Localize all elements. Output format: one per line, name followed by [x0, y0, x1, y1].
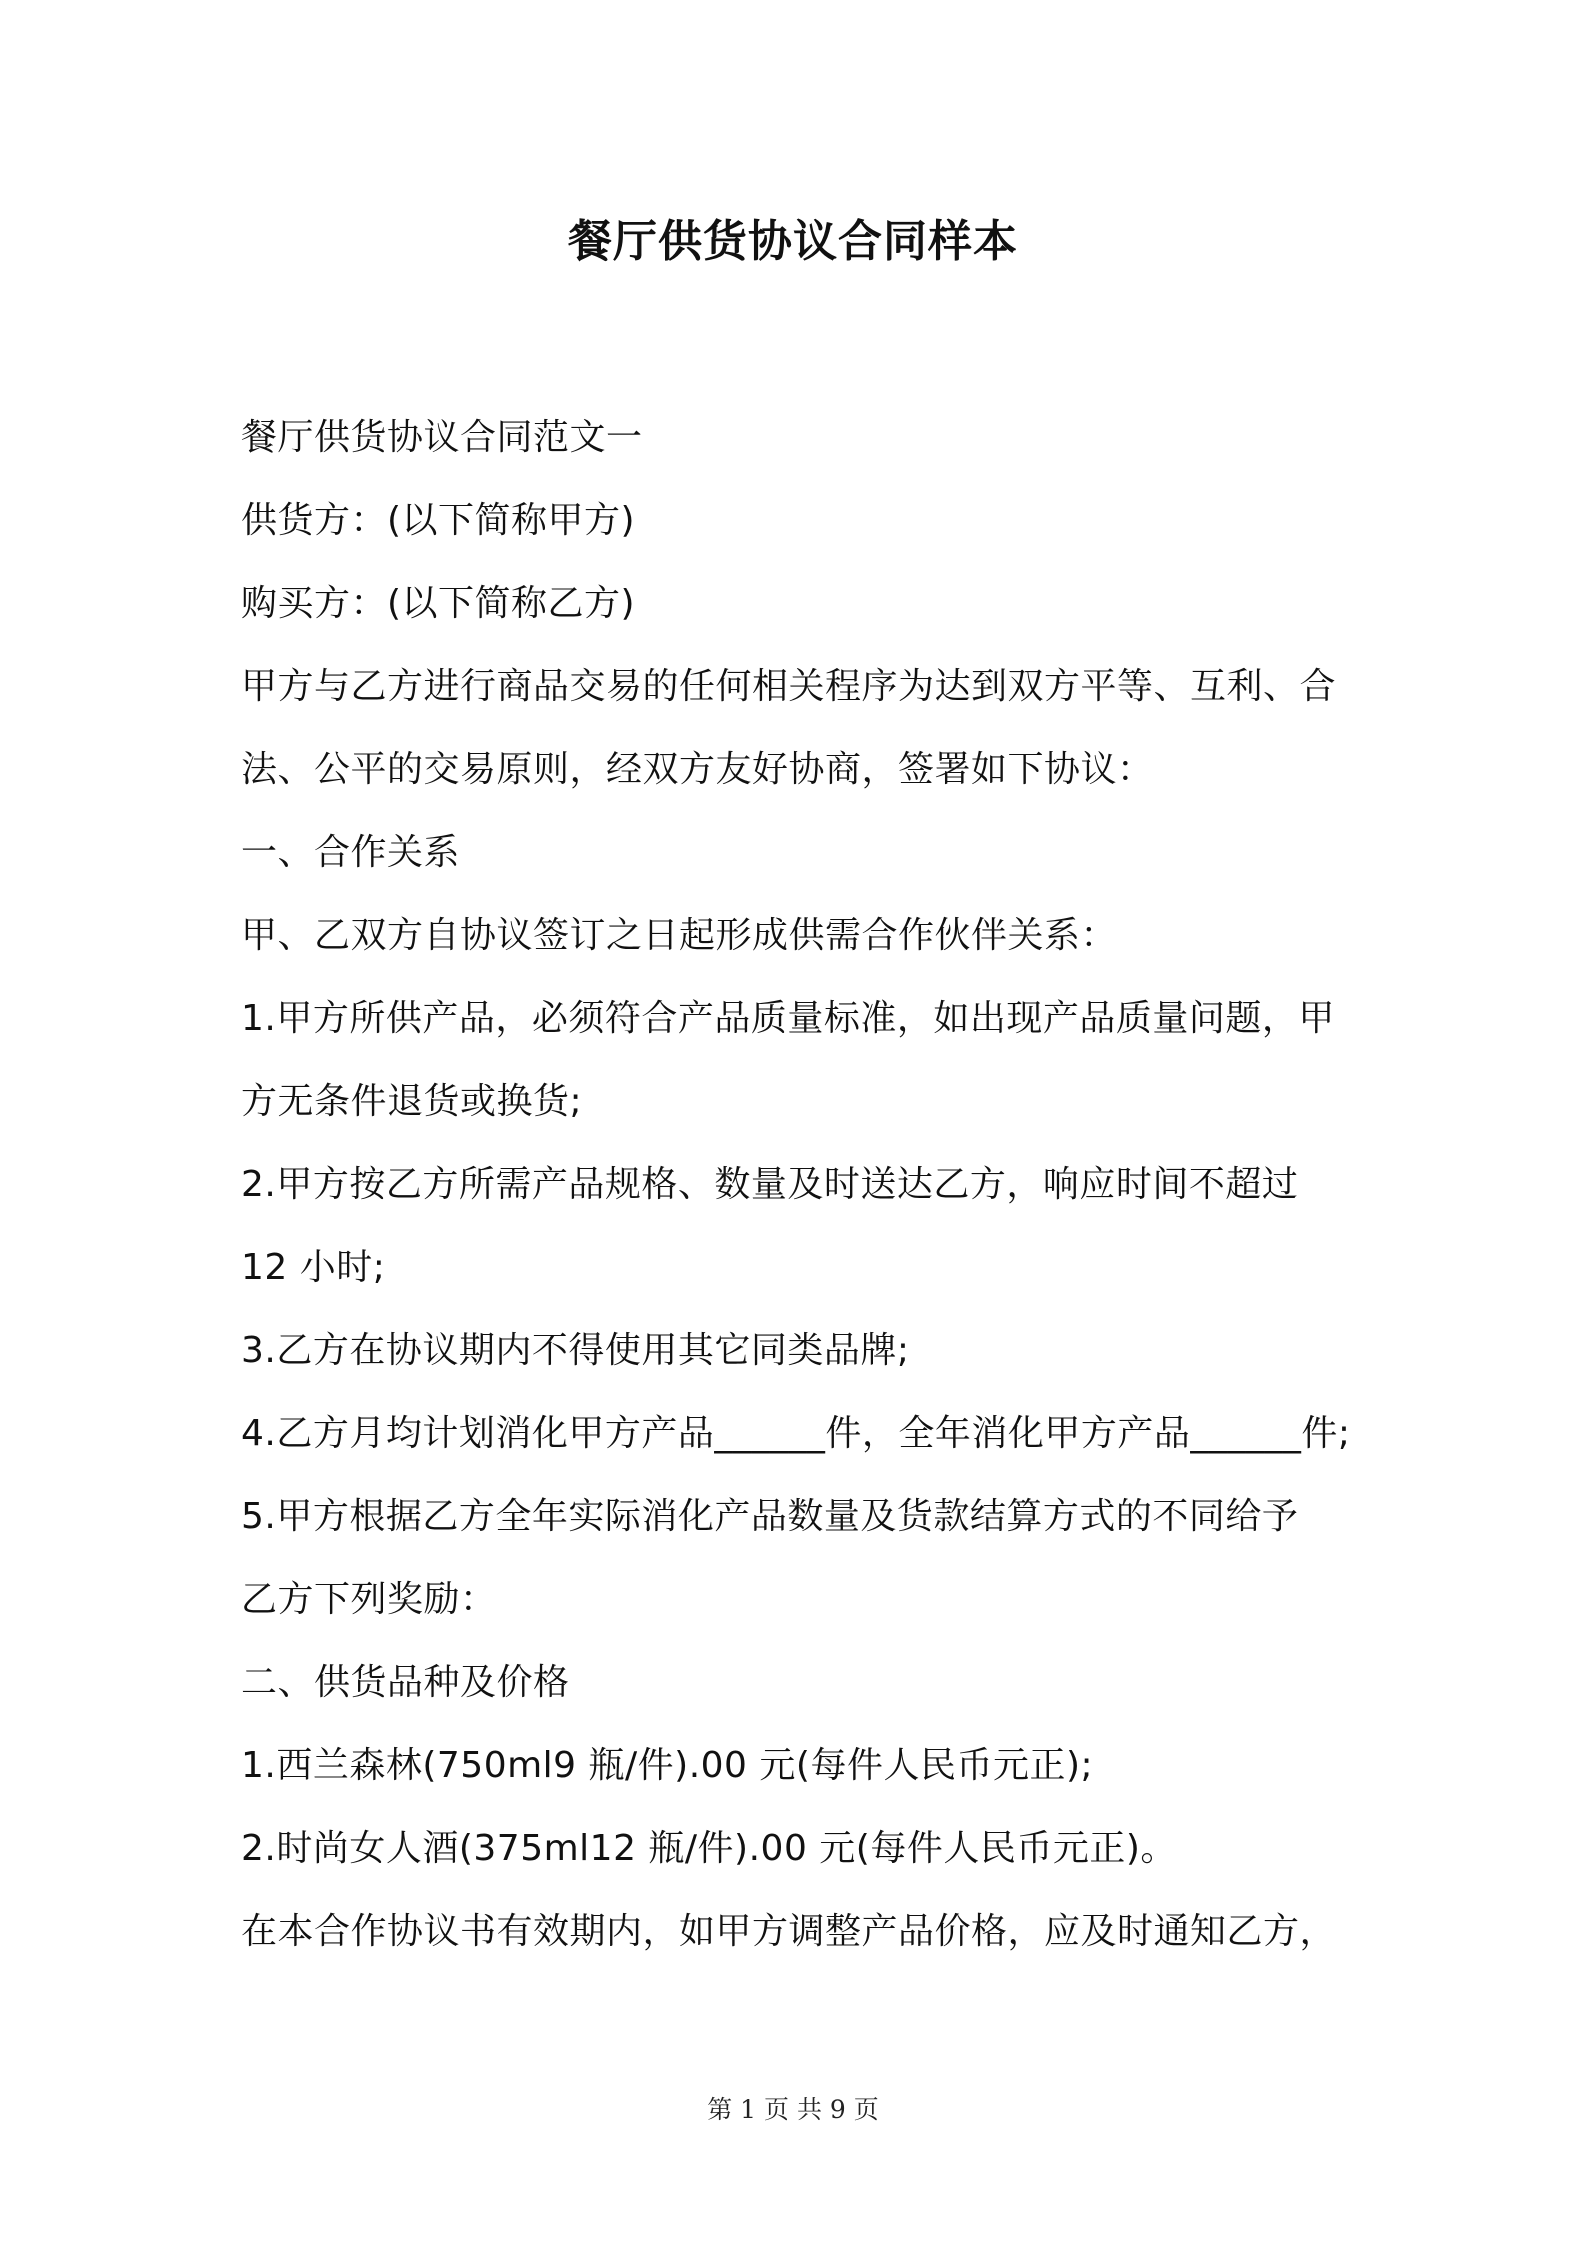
- body-line: 2.时尚女人酒(375ml12 瓶/件).00 元(每件人民币元正)。: [241, 1828, 1177, 1869]
- body-line: 乙方下列奖励：: [241, 1579, 497, 1620]
- body-line: 供货方：(以下简称甲方): [241, 500, 636, 541]
- body-line: 12 小时;: [241, 1247, 386, 1288]
- body-line: 甲方与乙方进行商品交易的任何相关程序为达到双方平等、互利、合: [241, 666, 1337, 707]
- body-line: 甲、乙双方自协议签订之日起形成供需合作伙伴关系：: [241, 915, 1118, 956]
- body-line: 方无条件退货或换货;: [241, 1081, 583, 1122]
- body-line: 在本合作协议书有效期内，如甲方调整产品价格，应及时通知乙方，: [241, 1911, 1337, 1952]
- page-footer: 第 1 页 共 9 页: [707, 2095, 879, 2124]
- body-line: 1.西兰森林(750ml9 瓶/件).00 元(每件人民币元正);: [241, 1745, 1094, 1786]
- body-line: 餐厅供货协议合同范文一: [241, 417, 643, 458]
- body-line: 2.甲方按乙方所需产品规格、数量及时送达乙方，响应时间不超过: [241, 1164, 1299, 1205]
- document-title: 餐厅供货协议合同样本: [568, 216, 1018, 267]
- body-line: 5.甲方根据乙方全年实际消化产品数量及货款结算方式的不同给予: [241, 1496, 1299, 1537]
- body-line: 3.乙方在协议期内不得使用其它同类品牌;: [241, 1330, 910, 1371]
- section-heading: 二、供货品种及价格: [241, 1662, 570, 1703]
- body-line: 法、公平的交易原则，经双方友好协商，签署如下协议：: [241, 749, 1154, 790]
- body-line: 4.乙方月均计划消化甲方产品______件，全年消化甲方产品______件;: [241, 1413, 1351, 1454]
- section-heading: 一、合作关系: [241, 832, 461, 873]
- body-line: 1.甲方所供产品，必须符合产品质量标准，如出现产品质量问题，甲: [241, 998, 1335, 1039]
- body-line: 购买方：(以下简称乙方): [241, 583, 636, 624]
